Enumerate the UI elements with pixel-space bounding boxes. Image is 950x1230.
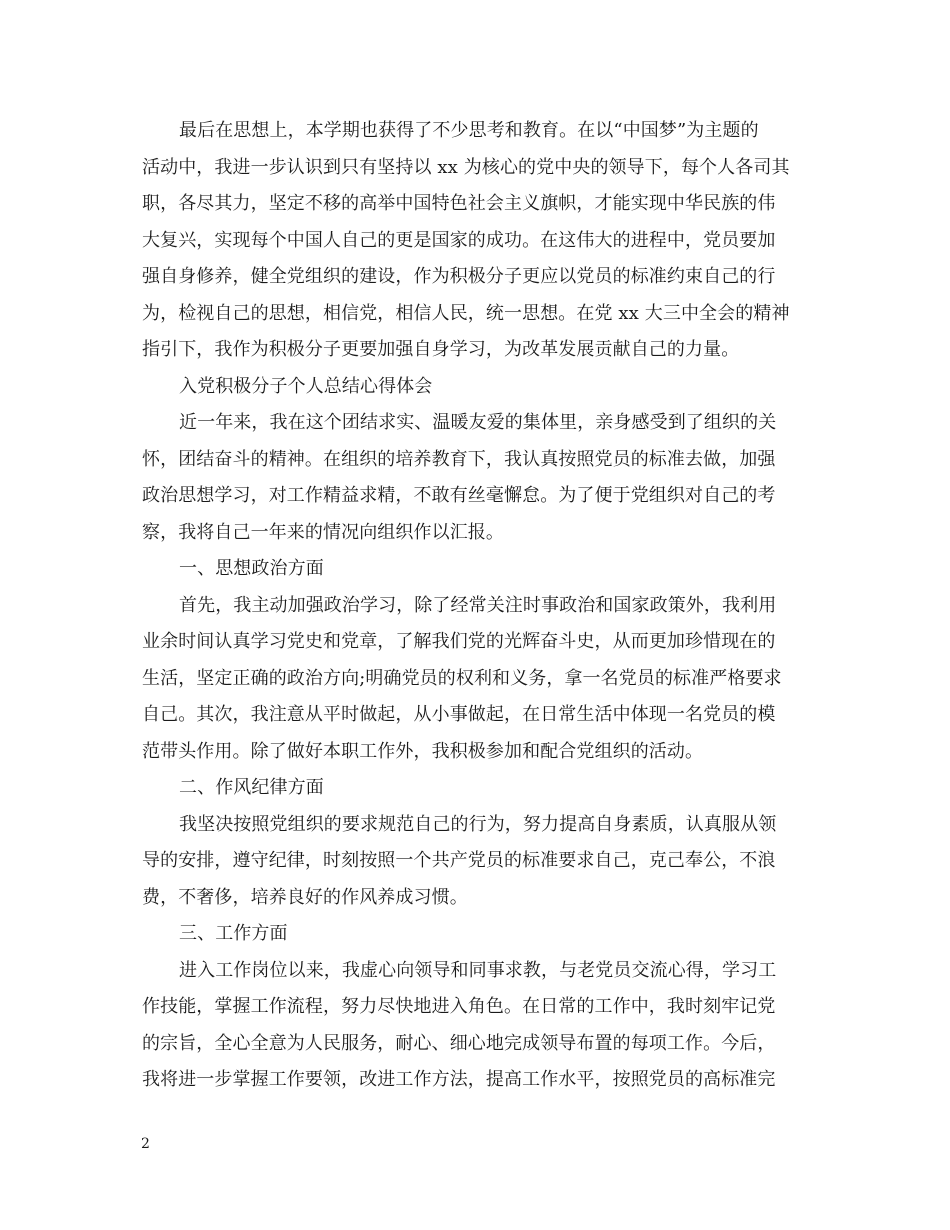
text-line-2: 活动中，我进一步认识到只有坚持以 xx 为核心的党中央的领导下，每个人各司其: [142, 156, 790, 178]
text-line-5: 强自身修养，健全党组织的建设，作为积极分子更应以党员的标准约束自己的行: [142, 266, 776, 287]
text-line-25: 作技能，掌握工作流程，努力尽快地进入角色。在日常的工作中，我时刻牢记党: [142, 996, 776, 1017]
text-line-11: 政治思想学习，对工作精益求精，不敢有丝毫懈怠。为了便于党组织对自己的考: [142, 485, 776, 506]
page-number: 2: [141, 1136, 150, 1152]
text-line-17: 自己。其次，我注意从平时做起，从小事做起，在日常生活中体现一名党员的模: [142, 704, 776, 725]
document-body: [142, 113, 810, 1099]
text-line-12: 察，我将自己一年来的情况向组织作以汇报。: [142, 521, 504, 543]
section-heading-discipline: 二、作风纪律方面: [179, 777, 324, 798]
text-line-1: 最后在思想上，本学期也获得了不少思考和教育。在以“中国梦”为主题的: [179, 120, 759, 141]
text-line-26: 的宗旨，全心全意为人民服务，耐心、细心地完成领导布置的每项工作。今后，: [142, 1032, 776, 1054]
text-line-22: 费，不奢侈，培养良好的作风养成习惯。: [142, 886, 468, 908]
text-line-6: 为，检视自己的思想，相信党，相信人民，统一思想。在党 xx 大三中全会的精神: [142, 302, 790, 324]
text-line-10: 怀，团结奋斗的精神。在组织的培养教育下，我认真按照党员的标准去做，加强: [142, 448, 776, 470]
text-line-16: 生活，坚定正确的政治方向;明确党员的权利和义务，拿一名党员的标准严格要求: [142, 667, 782, 689]
text-line-20: 我坚决按照党组织的要求规范自己的行为，努力提高自身素质，认真服从领: [179, 813, 777, 835]
text-line-7: 指引下，我作为积极分子更要加强自身学习，为改革发展贡献自己的力量。: [142, 339, 740, 360]
text-line-21: 导的安排，遵守纪律，时刻按照一个共产党员的标准要求自己，克己奉公，不浪: [142, 850, 776, 871]
text-line-4: 大复兴，实现每个中国人自己的更是国家的成功。在这伟大的进程中，党员要加: [142, 229, 776, 251]
text-line-24: 进入工作岗位以来，我虚心向领导和同事求教，与老党员交流心得，学习工: [179, 959, 777, 981]
text-line-27: 我将进一步掌握工作要领，改进工作方法，提高工作水平，按照党员的高标准完: [142, 1069, 776, 1090]
section-heading-summary: 入党积极分子个人总结心得体会: [179, 375, 433, 397]
section-heading-work: 三、工作方面: [179, 923, 288, 944]
text-line-14: 首先，我主动加强政治学习，除了经常关注时事政治和国家政策外，我利用: [179, 594, 777, 616]
section-heading-politics: 一、思想政治方面: [179, 558, 324, 579]
text-line-15: 业余时间认真学习党史和党章，了解我们党的光辉奋斗史，从而更加珍惜现在的: [142, 631, 776, 652]
text-line-3: 职，各尽其力，坚定不移的高举中国特色社会主义旗帜，才能实现中华民族的伟: [142, 193, 776, 214]
text-line-18: 范带头作用。除了做好本职工作外，我积极参加和配合党组织的活动。: [142, 740, 704, 762]
text-line-9: 近一年来，我在这个团结求实、温暖友爱的集体里，亲身感受到了组织的关: [179, 412, 777, 433]
